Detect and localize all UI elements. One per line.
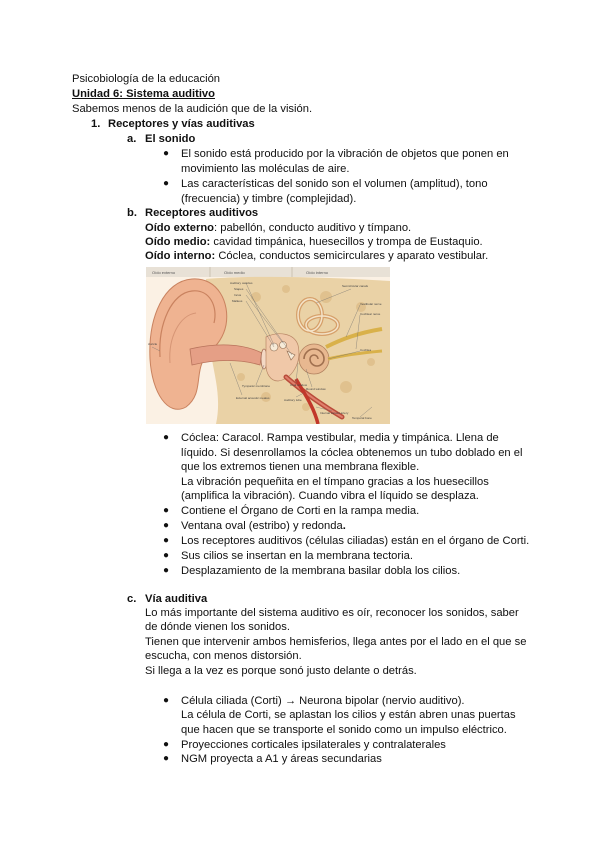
sonido-bullet-1: El sonido está producido por la vibración de objetos que ponen en	[181, 148, 509, 160]
subsection-title-via: Vía auditiva	[145, 593, 208, 605]
via-bullet-1-cont2: que hacen que se transporte el sonido como un impulso eléctrico.	[181, 724, 507, 736]
bullet-icon: ●	[163, 565, 170, 576]
subsection-letter-b: b.	[127, 207, 137, 219]
figure-label: Temporal bone	[352, 416, 372, 420]
bullet-icon: ●	[163, 178, 170, 189]
oido-externo-text: : pabellón, conducto auditivo y tímpano.	[214, 222, 412, 234]
coclea-line-2: líquido. Si desenrollamos la cóclea obtenemos un tubo doblado en el	[181, 447, 523, 459]
via-paragraph-2-cont: escucha, con menos distorsión.	[145, 650, 302, 662]
ear-anatomy-figure	[146, 267, 390, 424]
figure-label: Round window	[306, 387, 326, 391]
figure-label: Tympanic membrane	[242, 384, 271, 388]
figure-label: Stapes	[234, 287, 244, 291]
figure-label: Cochlea	[360, 348, 372, 352]
oido-medio-label: Oído medio:	[145, 236, 211, 248]
coclea-bullet-receptores: Los receptores auditivos (células ciliadas) están en el órgano de Corti.	[181, 535, 530, 547]
figure-label: Auditory tube	[284, 398, 302, 402]
sonido-bullet-1-cont: movimiento las moléculas de aire.	[181, 163, 350, 175]
bullet-icon: ●	[163, 695, 170, 706]
ventana-period: .	[342, 520, 346, 532]
figure-region-label: Oído medio	[224, 270, 245, 275]
subsection-letter-a: a.	[127, 133, 137, 145]
coclea-bullet-corti: Contiene el Órgano de Corti en la rampa media.	[181, 505, 420, 517]
figure-region-label: Oído externo	[152, 270, 176, 275]
section-title: Receptores y vías auditivas	[108, 118, 255, 130]
figure-label: Internal carotid artery	[320, 411, 349, 415]
bullet-icon: ●	[163, 535, 170, 546]
bullet-icon: ●	[163, 753, 170, 764]
figure-region-label: Oído interno	[306, 270, 329, 275]
oido-externo-label: Oído externo	[145, 222, 214, 234]
via-bullet-3: NGM proyecta a A1 y áreas secundarias	[181, 753, 382, 765]
coclea-bullet-ventana	[181, 519, 346, 534]
coclea-bullet-cilios: Sus cilios se insertan en la membrana tectoria.	[181, 550, 413, 562]
subsection-title-receptores: Receptores auditivos	[145, 207, 259, 219]
oido-medio-text: cavidad timpánica, huesecillos y trompa de Eustaquio.	[210, 236, 483, 248]
via-bullet-2: Proyecciones corticales ipsilaterales y contralaterales	[181, 739, 446, 751]
bullet-icon: ●	[163, 520, 170, 531]
coclea-line-5: (amplifica la vibración). Cuando vibra el líquido se desplaza.	[181, 490, 479, 502]
oido-externo-line	[145, 221, 411, 236]
figure-label: Semicircular canals	[342, 284, 369, 288]
coclea-line-4: La vibración pequeñita en el tímpano gracias a los huesecillos	[181, 476, 489, 488]
subsection-title-sonido: El sonido	[145, 133, 196, 145]
unit-intro: Sabemos menos de la audición que de la visión.	[72, 103, 313, 115]
bullet-icon: ●	[163, 432, 170, 443]
via-paragraph-1-cont: de dónde vienen los sonidos.	[145, 621, 290, 633]
via-bullet-1: Célula ciliada (Corti) → Neurona bipolar (nervio auditivo).	[181, 695, 465, 707]
coclea-line-3: que los extremos tienen una membrana flexible.	[181, 461, 420, 473]
section-number: 1.	[91, 118, 101, 130]
sonido-bullet-2: Las características del sonido son el volumen (amplitud), tono	[181, 178, 488, 190]
course-title: Psicobiología de la educación	[72, 73, 221, 85]
via-bullet-1-cont: La célula de Corti, se aplastan los cilios y están abren unas puertas	[181, 709, 516, 721]
figure-label: Oval window	[290, 383, 308, 387]
bullet-icon: ●	[163, 148, 170, 159]
figure-label: Incus	[234, 293, 242, 297]
subsection-letter-c: c.	[127, 593, 137, 605]
oido-interno-line	[145, 249, 488, 264]
bullet-icon: ●	[163, 550, 170, 561]
sonido-bullet-2-cont: (frecuencia) y timbre (complejidad).	[181, 193, 357, 205]
bullet-icon: ●	[163, 739, 170, 750]
figure-label: Malleus	[232, 299, 243, 303]
oido-medio-line	[145, 235, 483, 250]
oido-interno-text: Cóclea, conductos semicirculares y aparato vestibular.	[215, 250, 489, 262]
coclea-line-1: Cóclea: Caracol. Rampa vestibular, media y timpánica. Llena de	[181, 432, 499, 444]
via-paragraph-3: Si llega a la vez es porque sonó justo delante o detrás.	[145, 665, 417, 677]
oido-interno-label: Oído interno:	[145, 250, 216, 262]
unit-title: Unidad 6: Sistema auditivo	[72, 88, 215, 100]
via-paragraph-2: Tienen que intervenir ambos hemisferios, llega antes por el lado en el que se	[145, 636, 527, 648]
ventana-text: Ventana oval (estribo) y redonda	[181, 520, 343, 532]
coclea-bullet-basilar: Desplazamiento de la membrana basilar dobla los cilios.	[181, 565, 461, 577]
bullet-icon: ●	[163, 505, 170, 516]
figure-label: Cochlear nerve	[360, 312, 381, 316]
figure-label: Auditory ossicles	[230, 281, 253, 285]
figure-label: Vestibular nerve	[360, 302, 382, 306]
cochlea-shape	[299, 344, 329, 374]
via-paragraph-1: Lo más importante del sistema auditivo es oír, reconocer los sonidos, saber	[145, 607, 519, 619]
figure-label: External acoustic meatus	[236, 396, 270, 400]
figure-label: Auricle	[148, 342, 158, 346]
